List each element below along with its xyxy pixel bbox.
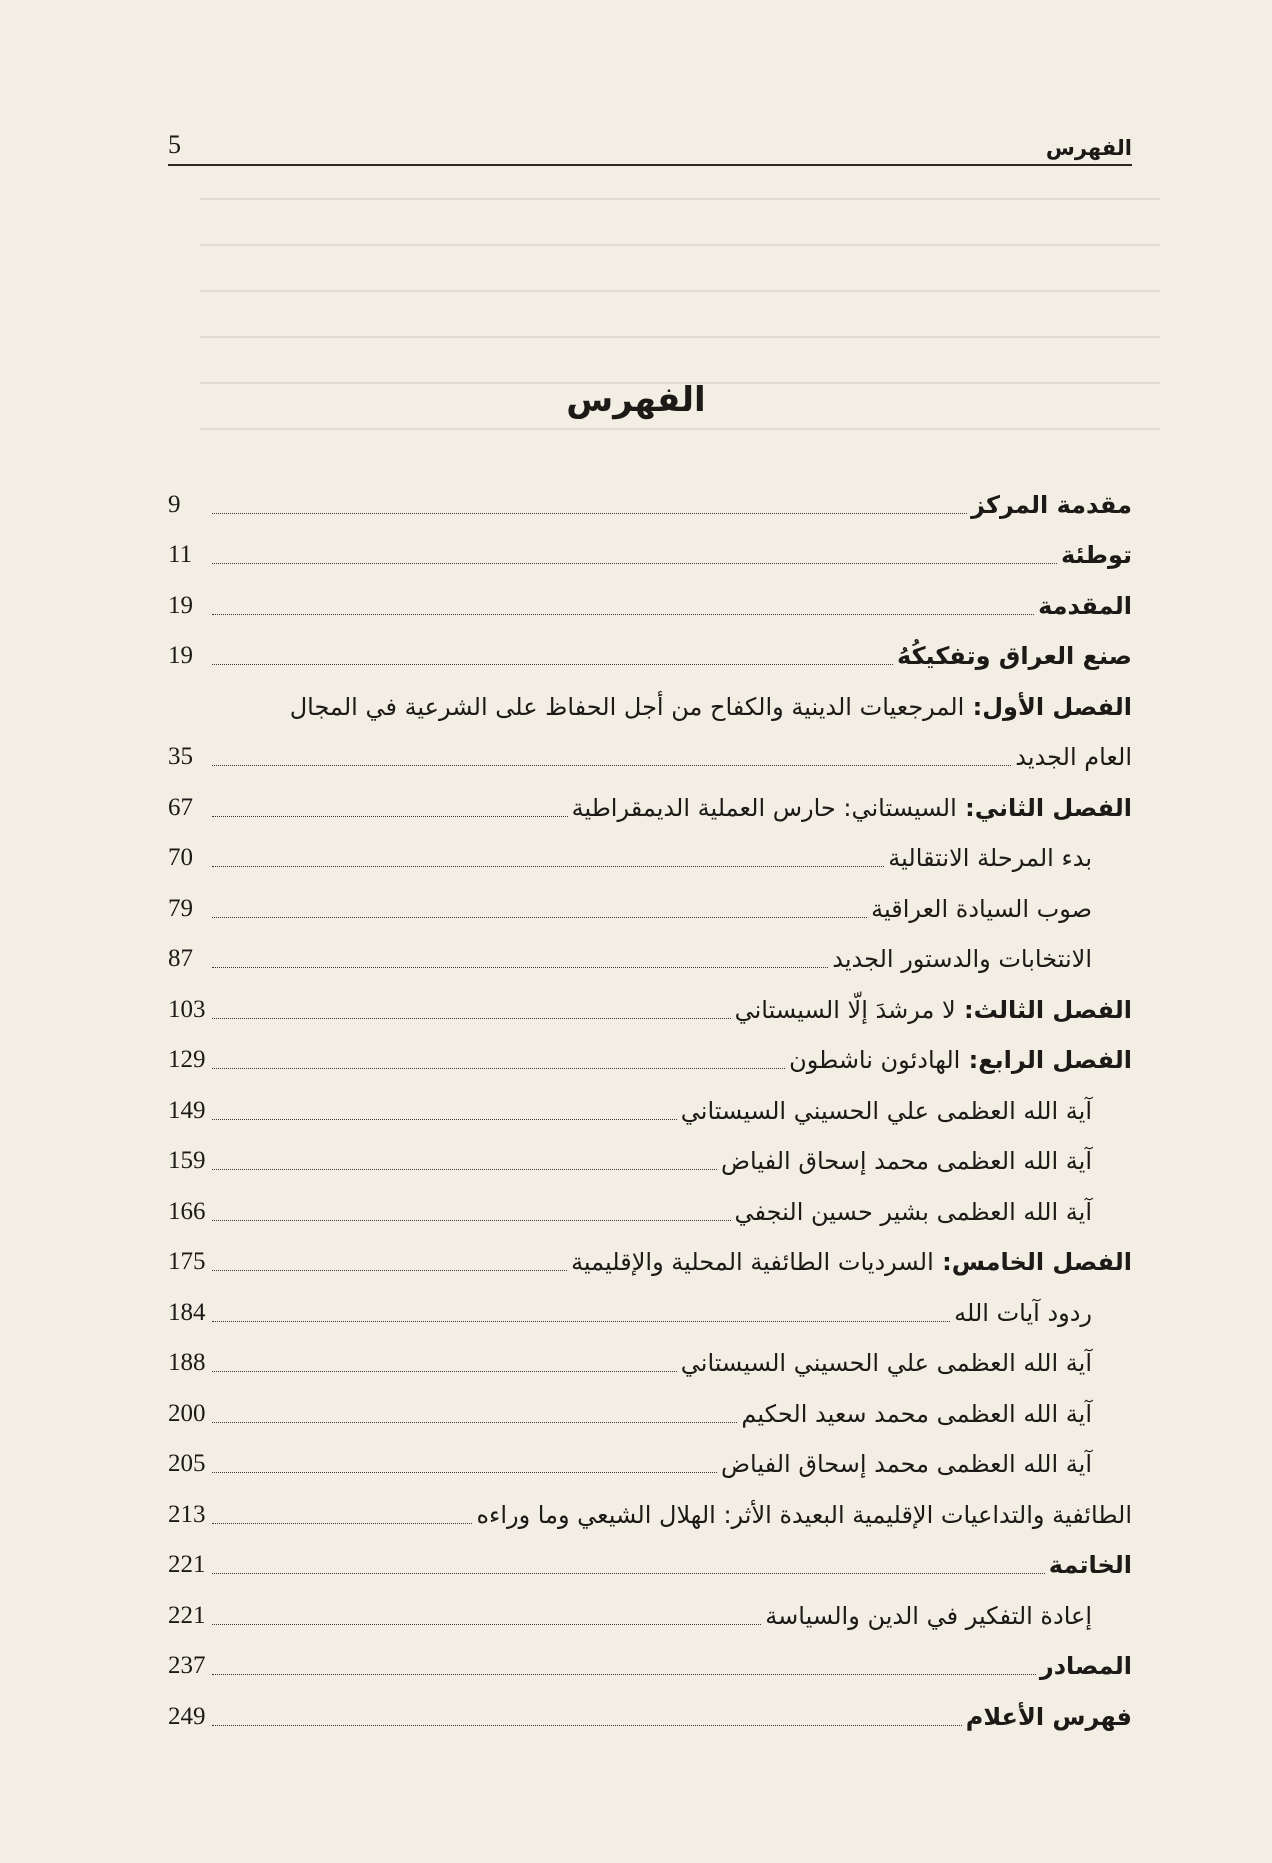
dot-leader bbox=[212, 1220, 731, 1221]
toc-entry-heading: الفصل الثالث: bbox=[955, 995, 1132, 1024]
toc-entry-text: آية الله العظمى علي الحسيني السيستاني bbox=[680, 1096, 1092, 1125]
toc-entry-title bbox=[1015, 745, 1132, 775]
toc-entry[interactable] bbox=[168, 523, 1132, 574]
toc-entry-heading: توطئة bbox=[1060, 541, 1132, 569]
toc-entry-text: الهادئون ناشطون bbox=[789, 1046, 961, 1074]
header-title: الفهرس bbox=[1045, 136, 1132, 160]
toc-entry-text: آية الله العظمى محمد إسحاق الفياض bbox=[721, 1147, 1092, 1175]
dot-leader bbox=[212, 866, 884, 867]
toc-entry-heading: فهرس الأعلام bbox=[965, 1702, 1132, 1731]
toc-page-number: 103 bbox=[168, 995, 206, 1023]
page-title: الفهرس bbox=[566, 380, 706, 420]
dot-leader bbox=[212, 816, 568, 817]
toc-page-number: 237 bbox=[168, 1652, 206, 1679]
toc-entry-text: إعادة التفكير في الدين والسياسة bbox=[765, 1601, 1092, 1630]
toc-entry-text: آية الله العظمى محمد إسحاق الفياض bbox=[721, 1450, 1092, 1478]
toc-page-number: 129 bbox=[168, 1046, 206, 1073]
toc-entry[interactable] bbox=[168, 1028, 1132, 1079]
toc-page-number: 11 bbox=[168, 541, 193, 568]
toc-entry-text: لا مرشدَ إلّا السيستاني bbox=[734, 995, 956, 1024]
toc-entry-title bbox=[1040, 1654, 1132, 1684]
toc-entry-title bbox=[734, 995, 1132, 1028]
toc-entry-heading: صنع العراق وتفكيكُهُ bbox=[897, 642, 1132, 670]
toc-entry[interactable] bbox=[168, 725, 1132, 776]
toc-entry[interactable] bbox=[168, 1583, 1132, 1634]
toc-entry[interactable] bbox=[168, 1381, 1132, 1432]
toc-entry-heading: مقدمة المركز bbox=[971, 490, 1132, 519]
toc-page-number: 205 bbox=[168, 1450, 206, 1477]
toc-entry-heading: الفصل الرابع: bbox=[960, 1046, 1132, 1074]
dot-leader bbox=[212, 1674, 1036, 1675]
toc-page-number: 249 bbox=[168, 1702, 206, 1730]
toc-entry-text: السيستاني: حارس العملية الديمقراطية bbox=[571, 793, 957, 822]
dot-leader bbox=[212, 765, 1011, 766]
toc-entry-text: العام الجديد bbox=[1015, 743, 1132, 771]
toc-entry[interactable] bbox=[168, 472, 1132, 523]
toc-entry-title bbox=[571, 1250, 1132, 1280]
toc-entry-title bbox=[1061, 543, 1132, 573]
toc-entry[interactable] bbox=[168, 1331, 1132, 1382]
dot-leader bbox=[212, 1422, 737, 1423]
toc-page-number: 149 bbox=[168, 1096, 206, 1124]
toc-entry[interactable] bbox=[168, 1634, 1132, 1685]
dot-leader bbox=[212, 614, 1034, 615]
toc-entry[interactable] bbox=[168, 977, 1132, 1028]
toc-page-number: 175 bbox=[168, 1248, 206, 1275]
toc-entry-text: السرديات الطائفية المحلية والإقليمية bbox=[571, 1248, 934, 1276]
toc-page-number: 200 bbox=[168, 1399, 206, 1427]
toc-entry-title bbox=[1038, 591, 1132, 624]
toc-entry-title bbox=[965, 1702, 1132, 1735]
toc-entry[interactable] bbox=[168, 1533, 1132, 1584]
toc-page-number: 166 bbox=[168, 1197, 206, 1225]
toc-entry-heading: الفصل الأول: bbox=[964, 692, 1132, 721]
toc-entry-heading: المصادر bbox=[1039, 1652, 1132, 1680]
toc-entry-title bbox=[721, 1149, 1132, 1179]
table-of-contents bbox=[168, 472, 1132, 1735]
toc-entry-title bbox=[289, 692, 1132, 725]
dot-leader bbox=[212, 1624, 761, 1625]
toc-entry-title bbox=[734, 1197, 1132, 1230]
dot-leader bbox=[212, 1270, 567, 1271]
toc-entry-title bbox=[680, 1096, 1132, 1129]
toc-entry-title bbox=[571, 793, 1132, 826]
dot-leader bbox=[212, 664, 893, 665]
toc-entry-title bbox=[765, 1601, 1132, 1634]
toc-entry[interactable] bbox=[168, 1684, 1132, 1735]
toc-entry-text: آية الله العظمى محمد سعيد الحكيم bbox=[741, 1399, 1092, 1428]
toc-entry-heading: الفصل الخامس: bbox=[933, 1248, 1132, 1276]
toc-page-number: 79 bbox=[168, 894, 193, 922]
toc-entry-text: صوب السيادة العراقية bbox=[871, 894, 1092, 923]
toc-entry-text: المرجعيات الدينية والكفاح من أجل الحفاظ على الشرعية في المجال bbox=[289, 692, 965, 721]
toc-entry[interactable] bbox=[168, 1230, 1132, 1281]
toc-page-number: 188 bbox=[168, 1349, 206, 1376]
toc-entry[interactable] bbox=[168, 876, 1132, 927]
toc-entry[interactable] bbox=[168, 775, 1132, 826]
toc-entry-title bbox=[954, 1298, 1132, 1331]
dot-leader bbox=[212, 1169, 717, 1170]
toc-entry-title bbox=[971, 490, 1132, 523]
toc-page-number bbox=[168, 719, 208, 725]
dot-leader bbox=[212, 967, 828, 968]
dot-leader bbox=[212, 917, 867, 918]
dot-leader bbox=[212, 1573, 1045, 1574]
dot-leader bbox=[212, 1725, 962, 1726]
toc-page-number: 35 bbox=[168, 743, 193, 770]
toc-entry-text: الطائفية والتداعيات الإقليمية البعيدة الأثر: الهلال الشيعي وما وراءه bbox=[476, 1500, 1132, 1529]
dot-leader bbox=[212, 1472, 717, 1473]
toc-page-number: 87 bbox=[168, 945, 193, 972]
toc-entry-title bbox=[888, 846, 1132, 876]
toc-entry[interactable] bbox=[168, 1280, 1132, 1331]
toc-entry-title bbox=[721, 1452, 1132, 1482]
toc-page-number: 67 bbox=[168, 793, 193, 821]
toc-page-number: 159 bbox=[168, 1147, 206, 1174]
toc-entry[interactable] bbox=[168, 1432, 1132, 1483]
toc-entry-text: آية الله العظمى بشير حسين النجفي bbox=[734, 1197, 1092, 1226]
toc-entry-title bbox=[789, 1048, 1132, 1078]
toc-entry-heading: المقدمة bbox=[1038, 591, 1132, 620]
dot-leader bbox=[212, 1523, 472, 1524]
toc-page-number: 19 bbox=[168, 591, 193, 619]
toc-page-number: 221 bbox=[168, 1601, 206, 1629]
dot-leader bbox=[212, 513, 967, 514]
toc-entry[interactable] bbox=[168, 674, 1132, 725]
toc-entry[interactable] bbox=[168, 1179, 1132, 1230]
dot-leader bbox=[212, 1068, 785, 1069]
dot-leader bbox=[212, 563, 1057, 564]
toc-entry-title bbox=[741, 1399, 1132, 1432]
toc-entry-title bbox=[476, 1500, 1132, 1533]
toc-entry-text: آية الله العظمى علي الحسيني السيستاني bbox=[680, 1349, 1092, 1377]
toc-entry[interactable] bbox=[168, 573, 1132, 624]
toc-entry-title bbox=[897, 644, 1132, 674]
dot-leader bbox=[212, 1119, 677, 1120]
toc-entry[interactable] bbox=[168, 624, 1132, 675]
toc-entry-title bbox=[681, 1351, 1132, 1381]
toc-page-number: 221 bbox=[168, 1551, 206, 1578]
toc-entry[interactable] bbox=[168, 826, 1132, 877]
dot-leader bbox=[212, 1371, 677, 1372]
toc-entry-text: بدء المرحلة الانتقالية bbox=[888, 844, 1092, 872]
dot-leader bbox=[212, 1321, 950, 1322]
toc-entry-heading: الخاتمة bbox=[1048, 1551, 1132, 1579]
toc-page-number: 19 bbox=[168, 642, 193, 669]
running-header bbox=[168, 112, 1132, 166]
dot-leader bbox=[212, 1018, 731, 1019]
toc-entry-title bbox=[832, 947, 1132, 977]
toc-entry-title bbox=[871, 894, 1132, 927]
toc-page-number: 213 bbox=[168, 1500, 206, 1528]
toc-page-number: 9 bbox=[168, 490, 181, 518]
toc-entry[interactable] bbox=[168, 1078, 1132, 1129]
toc-entry[interactable] bbox=[168, 1482, 1132, 1533]
toc-entry-text: ردود آيات الله bbox=[954, 1298, 1092, 1327]
toc-entry[interactable] bbox=[168, 927, 1132, 978]
toc-entry-heading: الفصل الثاني: bbox=[956, 793, 1132, 822]
toc-entry-title bbox=[1049, 1553, 1132, 1583]
toc-page-number: 184 bbox=[168, 1298, 206, 1326]
toc-page-number: 70 bbox=[168, 844, 193, 871]
header-page-number: 5 bbox=[168, 130, 181, 159]
toc-entry[interactable] bbox=[168, 1129, 1132, 1180]
toc-entry-text: الانتخابات والدستور الجديد bbox=[832, 945, 1092, 973]
